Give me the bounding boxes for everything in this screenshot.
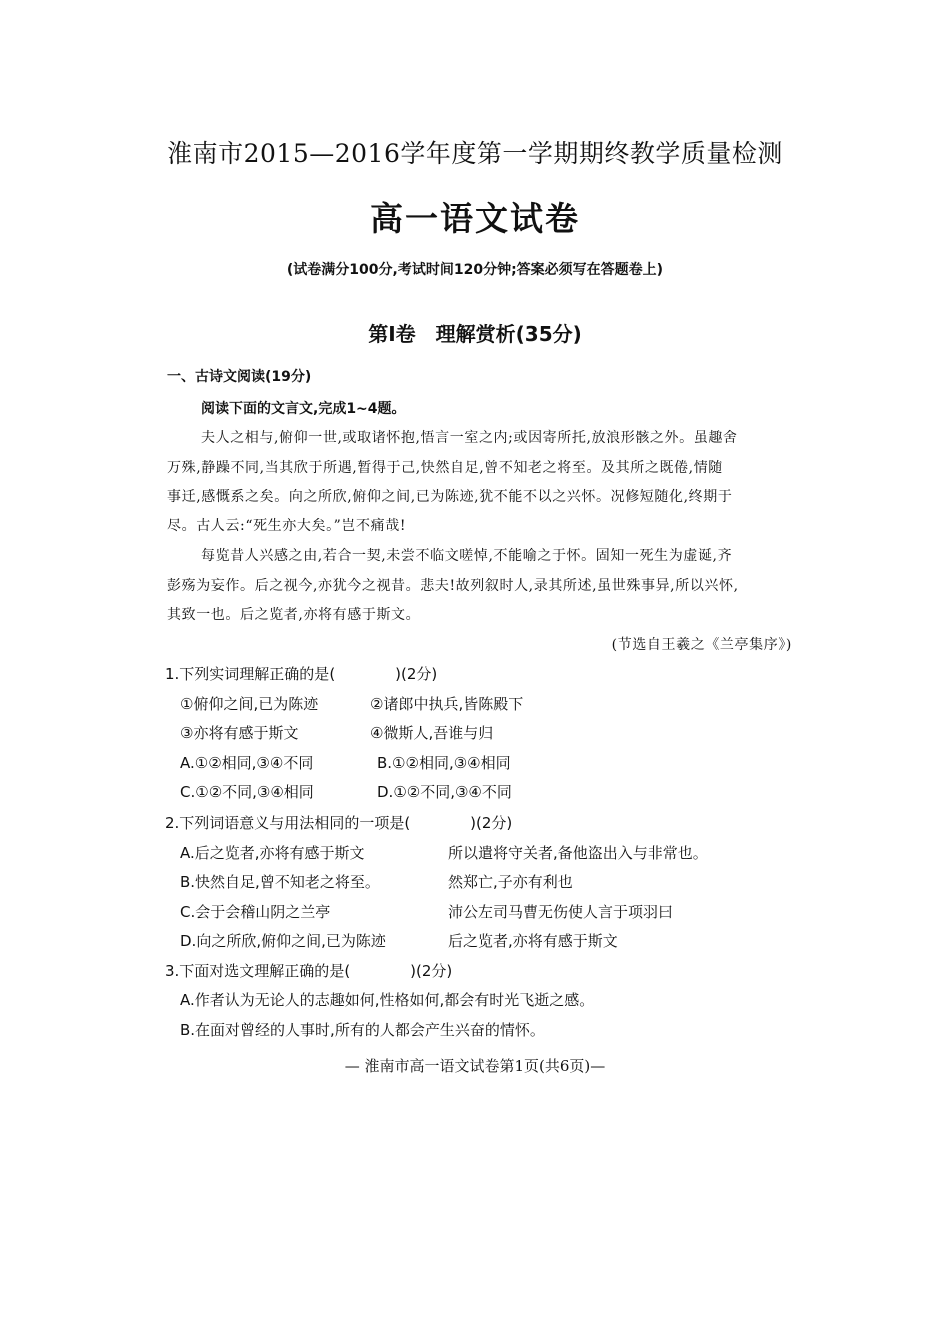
passage-line: 彭殇为妄作。后之视今,亦犹今之视昔。悲夫!故列叙时人,录其所述,虽世殊事异,所以兴怀, [167, 578, 739, 594]
passage-line: 每览昔人兴感之由,若合一契,未尝不临文嗟悼,不能喻之于怀。固知一死生为虚诞,齐 [201, 548, 733, 564]
question-1-option: C.①②不同,③④相同 [180, 783, 314, 801]
question-2-option-left: D.向之所欣,俯仰之间,已为陈迹 [180, 932, 386, 950]
question-2-option-left: A.后之览者,亦将有感于斯文 [180, 844, 365, 862]
question-1-option: D.①②不同,③④不同 [377, 783, 512, 801]
section-title: 一、古诗文阅读(19分) [167, 369, 312, 385]
exam-title: 高一语文试卷 [370, 199, 580, 238]
question-2-option-left: B.快然自足,曾不知老之将至。 [180, 873, 380, 891]
page-footer: — 淮南市高一语文试卷第1页(共6页)— [344, 1057, 606, 1075]
passage-source: (节选自王羲之《兰亭集序》) [611, 637, 792, 653]
passage-line: 尽。古人云:“死生亦大矣。”岂不痛哉! [167, 518, 407, 534]
question-1-option: B.①②相同,③④相同 [377, 754, 511, 772]
passage-line: 夫人之相与,俯仰一世,或取诸怀抱,悟言一室之内;或因寄所托,放浪形骸之外。虽趣舍 [201, 430, 738, 446]
passage-line: 万殊,静躁不同,当其欣于所遇,暂得于己,快然自足,曾不知老之将至。及其所之既倦,情随 [167, 460, 723, 476]
passage-line: 其致一也。后之览者,亦将有感于斯文。 [167, 607, 421, 623]
question-1-item: ④微斯人,吾谁与归 [370, 724, 494, 742]
question-2-option-right: 沛公左司马曹无伤使人言于项羽曰 [448, 903, 674, 921]
question-1-option: A.①②相同,③④不同 [180, 754, 314, 772]
question-2-option-right: 后之览者,亦将有感于斯文 [448, 932, 618, 950]
question-1-stem: 1.下列实词理解正确的是( )(2分) [165, 665, 438, 683]
exam-note: (试卷满分100分,考试时间120分钟;答案必须写在答题卷上) [286, 262, 664, 278]
question-2-option-right: 然郑亡,子亦有利也 [448, 873, 573, 891]
question-1-item: ①俯仰之间,已为陈迹 [180, 695, 319, 713]
question-1-item: ③亦将有感于斯文 [180, 724, 299, 742]
part-title: 第Ⅰ卷 理解赏析(35分) [368, 322, 582, 346]
question-2-option-right: 所以遣将守关者,备他盗出入与非常也。 [448, 844, 708, 862]
question-3-option: B.在面对曾经的人事时,所有的人都会产生兴奋的情怀。 [180, 1021, 545, 1039]
question-3-stem: 3.下面对选文理解正确的是( )(2分) [165, 962, 453, 980]
question-3-option: A.作者认为无论人的志趣如何,性格如何,都会有时光飞逝之感。 [180, 991, 595, 1009]
question-2-option-left: C.会于会稽山阴之兰亭 [180, 903, 331, 921]
section-instruction: 阅读下面的文言文,完成1~4题。 [201, 401, 406, 417]
document-title: 淮南市2015—2016学年度第一学期期终教学质量检测 [167, 139, 783, 168]
passage-line: 事迁,感慨系之矣。向之所欣,俯仰之间,已为陈迹,犹不能不以之兴怀。况修短随化,终期于 [167, 489, 733, 505]
question-2-stem: 2.下列词语意义与用法相同的一项是( )(2分) [165, 814, 513, 832]
question-1-item: ②诸郎中执兵,皆陈殿下 [370, 695, 524, 713]
